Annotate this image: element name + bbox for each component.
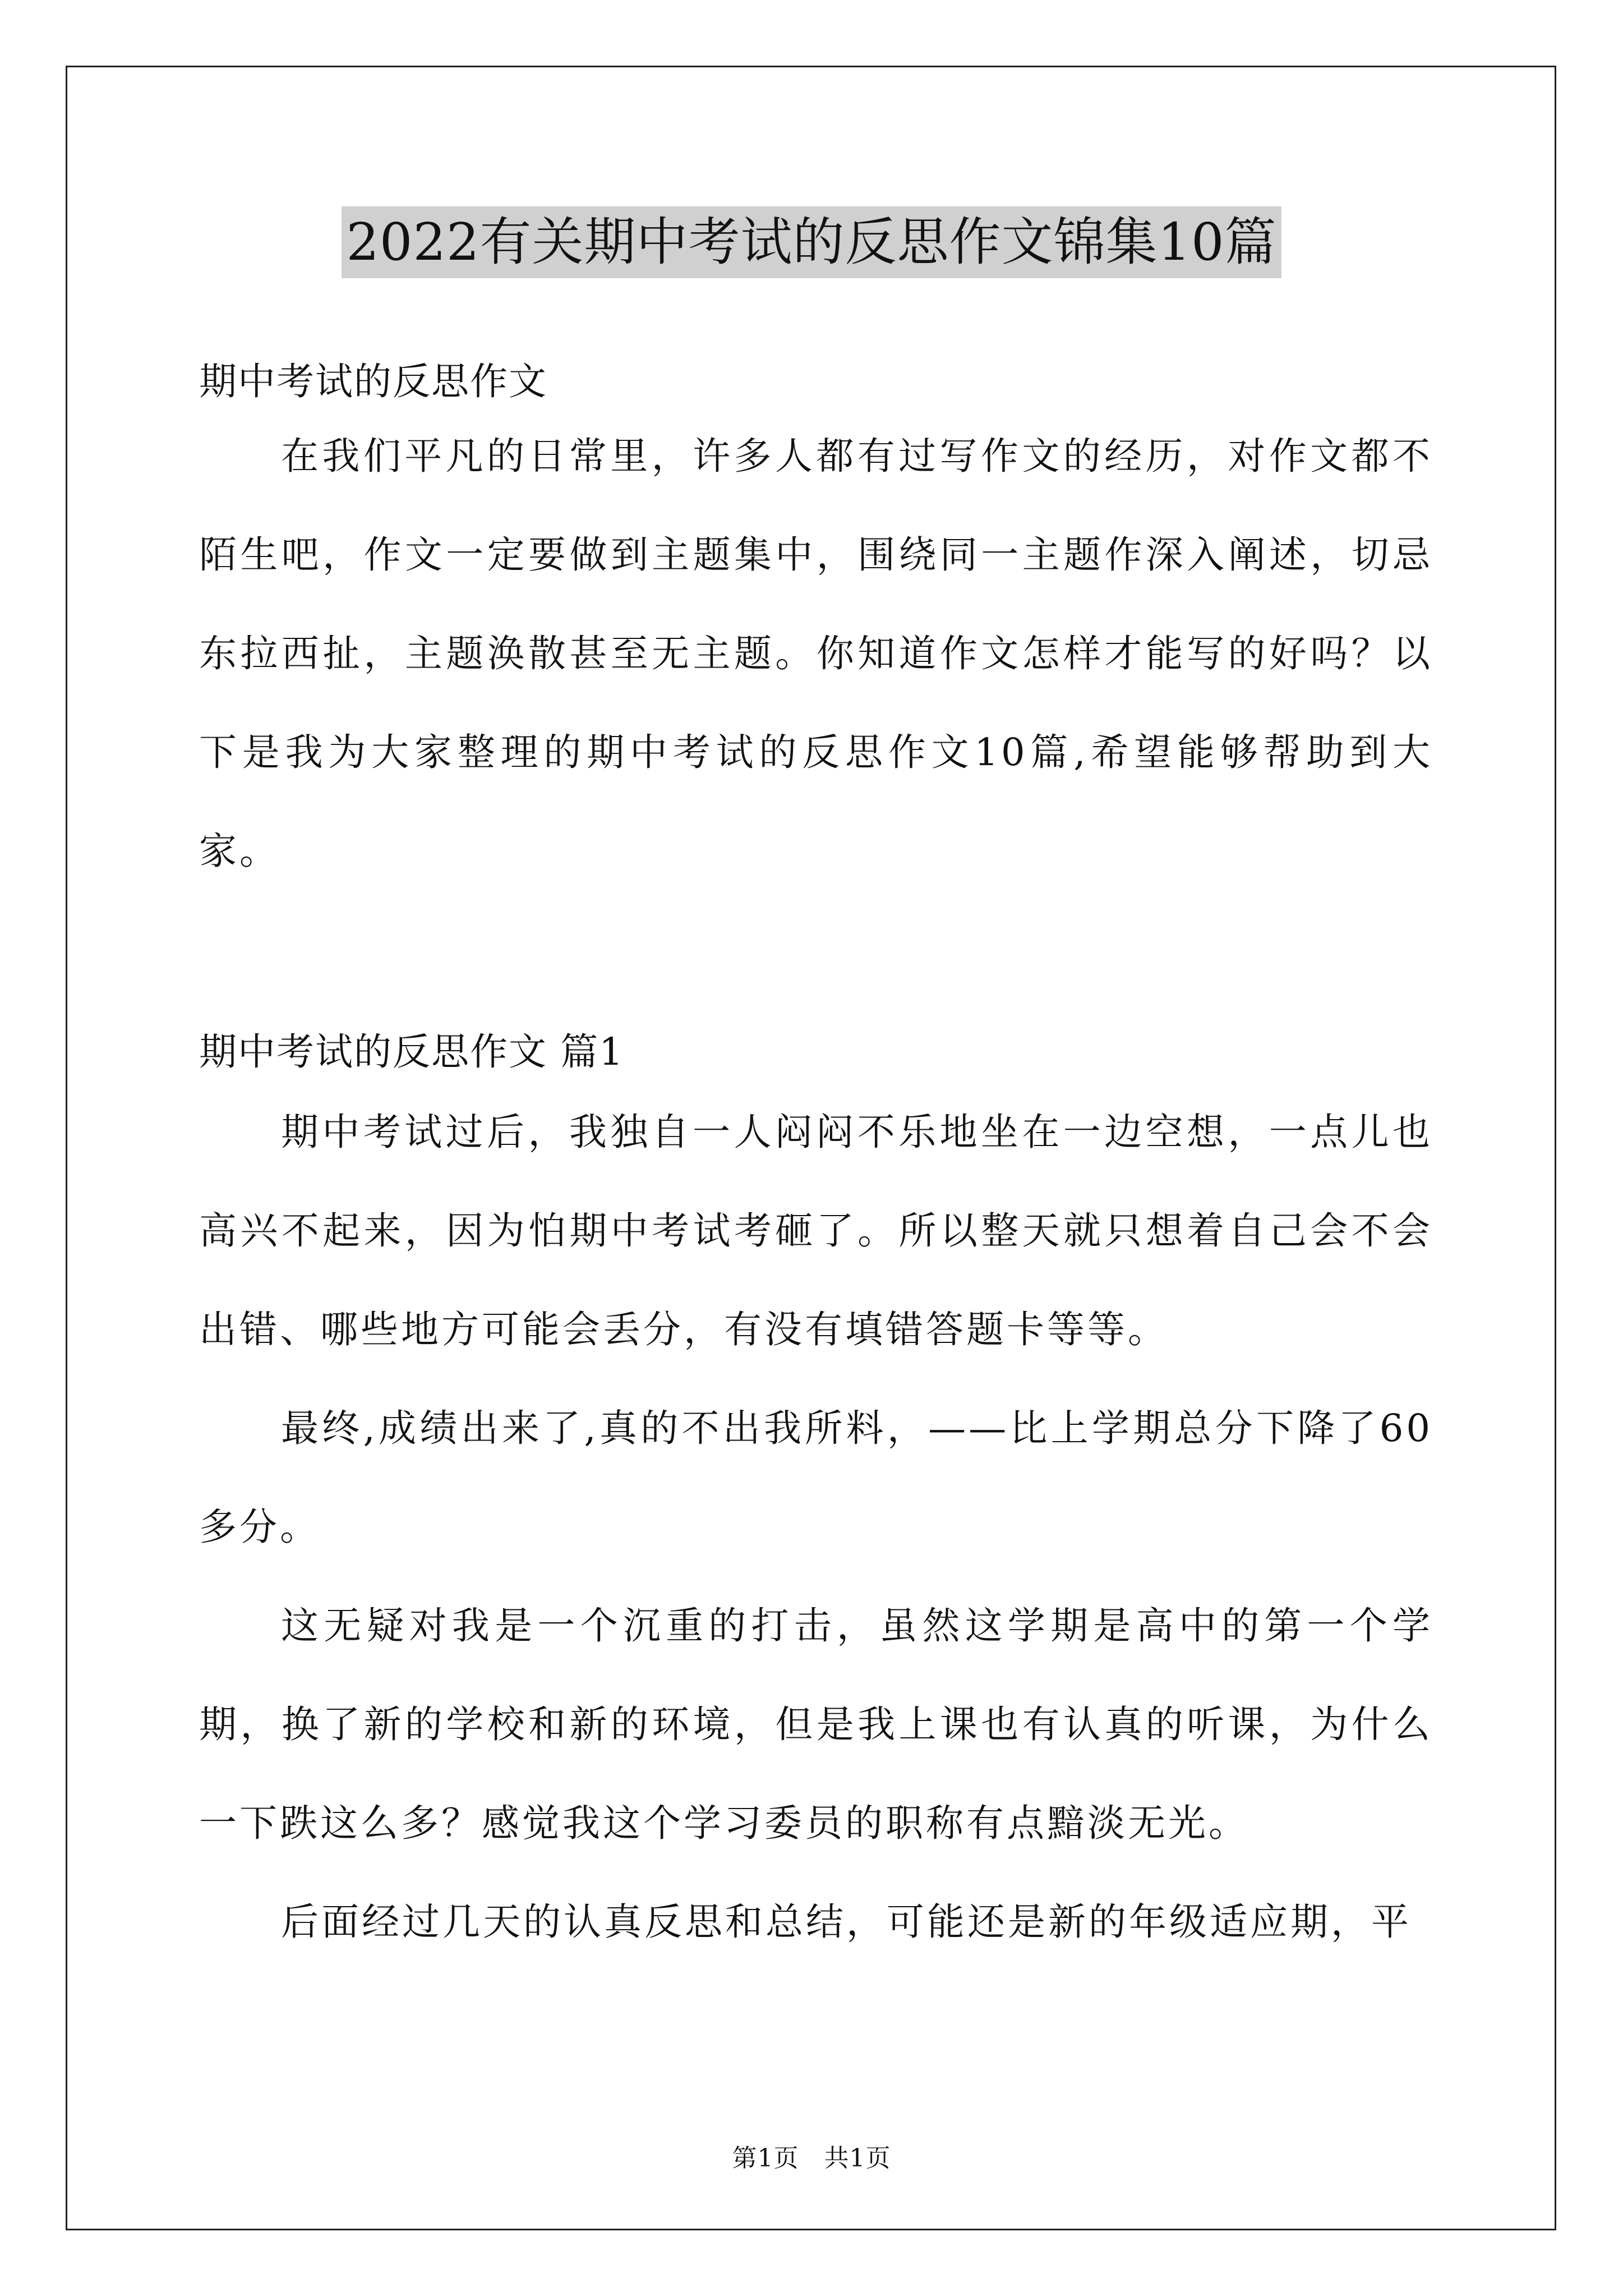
intro-paragraph: 在我们平凡的日常里，许多人都有过写作文的经历，对作文都不陌生吧，作文一定要做到主题集中，围绕同一主题作深入阐述，切忌东拉西扯，主题涣散甚至无主题。你知道作文怎样才能写的好吗？以下是我为大家整理的期中考试的反思作文10篇,希望能够帮助到大家。 <box>199 434 1433 873</box>
section-heading: 期中考试的反思作文 篇1 <box>199 1030 624 1074</box>
intro-heading: 期中考试的反思作文 <box>199 360 547 403</box>
body-paragraph: 这无疑对我是一个沉重的打击，虽然这学期是高中的第一个学期，换了新的学校和新的环境，但是我上课也有认真的听课，为什么一下跌这么多？感觉我这个学习委员的职称有点黯淡无光。 <box>199 1604 1433 1845</box>
body-paragraph: 期中考试过后，我独自一人闷闷不乐地坐在一边空想，一点儿也高兴不起来，因为怕期中考试考砸了。所以整天就只想着自己会不会出错、哪些地方可能会丢分，有没有填错答题卡等等。 <box>199 1110 1433 1351</box>
document-body <box>199 306 1433 1971</box>
body-paragraph: 最终,成绩出来了,真的不出我所料，——比上学期总分下降了60多分。 <box>199 1406 1433 1549</box>
title-container <box>0 206 1623 278</box>
document-title: 2022有关期中考试的反思作文锦集10篇 <box>342 206 1281 278</box>
page-footer: 第1页 共1页 <box>732 2144 891 2173</box>
body-paragraph: 后面经过几天的认真反思和总结，可能还是新的年级适应期，平 <box>281 1900 1412 1944</box>
